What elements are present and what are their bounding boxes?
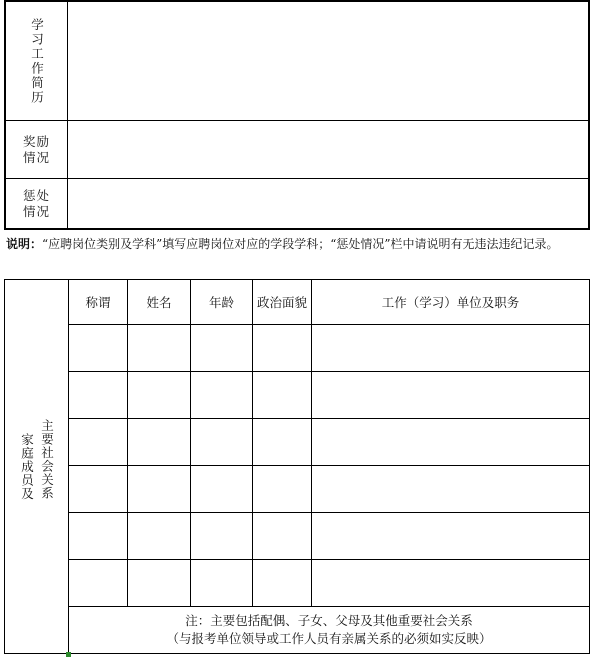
instruction-note (6, 236, 590, 252)
note-text: “应聘岗位类别及学科”填写应聘岗位对应的学段学科；“惩处情况”栏中请说明有无违法违纪记录。 (42, 237, 559, 251)
family-side-label-col2: 主要社会关系 (39, 419, 55, 500)
family-table-footnote (69, 607, 590, 654)
political-status-cell[interactable] (253, 419, 312, 466)
family-members-table (4, 279, 590, 654)
footnote-line-2: （与报考单位领导或工作人员有亲属关系的必须如实反映） (166, 631, 492, 646)
personal-info-table (4, 0, 590, 230)
political-status-cell[interactable] (253, 372, 312, 419)
name-cell[interactable] (128, 372, 191, 419)
table-row (6, 2, 589, 121)
table-row (6, 179, 589, 229)
work-unit-cell[interactable] (312, 419, 590, 466)
name-cell[interactable] (128, 560, 191, 607)
header-age: 年龄 (191, 280, 253, 325)
resume-label-cell (6, 2, 68, 121)
work-unit-cell[interactable] (312, 513, 590, 560)
political-status-cell[interactable] (253, 325, 312, 372)
age-cell[interactable] (191, 372, 253, 419)
header-political-status: 政治面貌 (253, 280, 312, 325)
header-name: 姓名 (128, 280, 191, 325)
header-relation: 称谓 (69, 280, 128, 325)
table-row (5, 419, 590, 466)
family-side-label-col1: 家庭成员及 (19, 432, 35, 501)
age-cell[interactable] (191, 513, 253, 560)
table-row (5, 466, 590, 513)
punishment-field[interactable] (68, 179, 589, 229)
relation-cell[interactable] (69, 372, 128, 419)
relation-cell[interactable] (69, 560, 128, 607)
relation-cell[interactable] (69, 466, 128, 513)
work-unit-cell[interactable] (312, 325, 590, 372)
relation-cell[interactable] (69, 325, 128, 372)
political-status-cell[interactable] (253, 560, 312, 607)
name-cell[interactable] (128, 325, 191, 372)
table-footer-row (5, 607, 590, 654)
table-header-row (5, 280, 590, 325)
work-unit-cell[interactable] (312, 466, 590, 513)
table-row (5, 513, 590, 560)
resume-label: 学习工作简历 (29, 17, 45, 105)
political-status-cell[interactable] (253, 466, 312, 513)
age-cell[interactable] (191, 466, 253, 513)
age-cell[interactable] (191, 325, 253, 372)
header-work-unit: 工作（学习）单位及职务 (312, 280, 590, 325)
name-cell[interactable] (128, 513, 191, 560)
table-row (5, 560, 590, 607)
political-status-cell[interactable] (253, 513, 312, 560)
note-prefix: 说明： (6, 237, 43, 251)
relation-cell[interactable] (69, 419, 128, 466)
work-unit-cell[interactable] (312, 372, 590, 419)
age-cell[interactable] (191, 419, 253, 466)
resume-field[interactable] (68, 2, 589, 121)
age-cell[interactable] (191, 560, 253, 607)
footnote-line-1: 注：主要包括配偶、子女、父母及其他重要社会关系 (185, 613, 473, 628)
cell-marker (66, 652, 71, 657)
name-cell[interactable] (128, 419, 191, 466)
table-row (5, 372, 590, 419)
awards-label: 奖励情况 (22, 133, 50, 165)
family-side-label-cell (5, 280, 69, 654)
relation-cell[interactable] (69, 513, 128, 560)
table-row (5, 325, 590, 372)
awards-field[interactable] (68, 121, 589, 179)
punishment-label-cell (6, 179, 68, 229)
punishment-label: 惩处情况 (22, 187, 50, 219)
work-unit-cell[interactable] (312, 560, 590, 607)
table-row (6, 121, 589, 179)
awards-label-cell (6, 121, 68, 179)
name-cell[interactable] (128, 466, 191, 513)
